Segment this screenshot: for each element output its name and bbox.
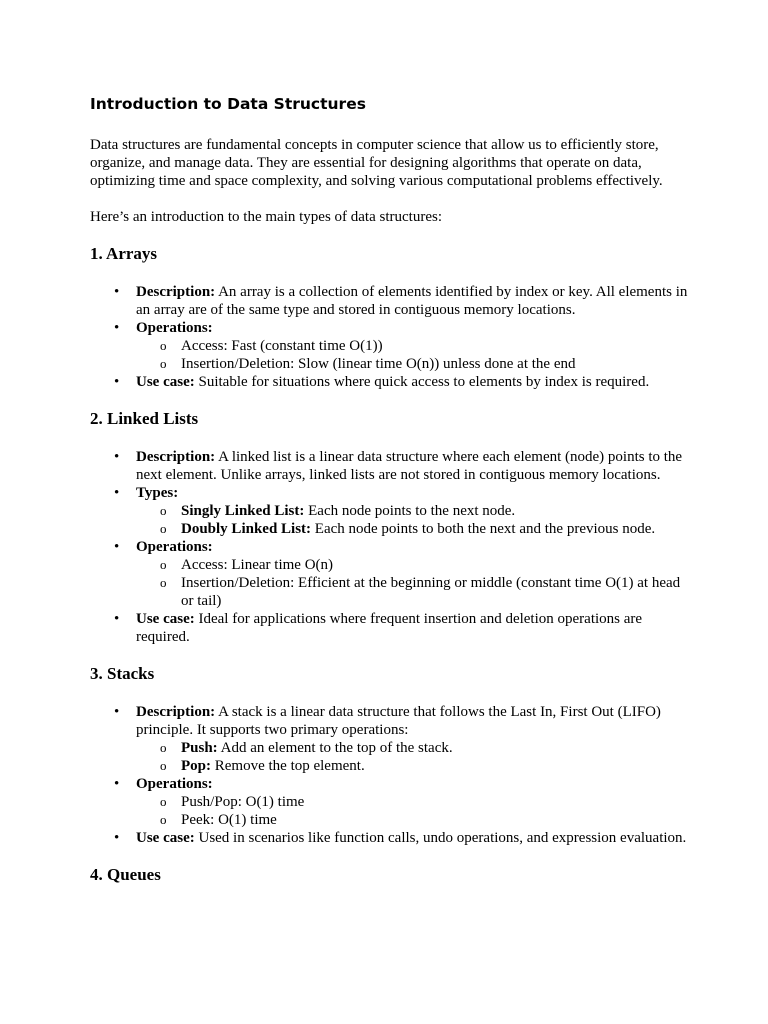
type-label: Doubly Linked List:	[181, 521, 312, 537]
description-text: A linked list is a linear data structure where each element (node) points to the next element. Unlike arrays, linked lists are not stored in contiguous memory locations.	[136, 449, 683, 483]
lead-paragraph: Here’s an introduction to the main types of data structures:	[90, 209, 442, 225]
list-item-operations	[90, 775, 690, 829]
op-label: Pop:	[181, 758, 211, 774]
op-label: Push:	[181, 740, 218, 756]
bullet-list	[90, 283, 690, 391]
bullet-list	[90, 703, 690, 847]
usecase-label: Use case:	[136, 611, 195, 627]
usecase-text: Used in scenarios like function calls, undo operations, and expression evaluation.	[194, 830, 687, 846]
list-item-description	[90, 703, 690, 775]
section-queues	[90, 865, 690, 885]
list-item-description	[90, 283, 690, 319]
sub-list-item	[136, 757, 690, 775]
description-label: Description:	[136, 449, 216, 465]
list-item-usecase	[90, 829, 690, 847]
sub-list-item: o Push/Pop: O(1) time	[136, 793, 690, 811]
page-title: Introduction to Data Structures	[90, 95, 366, 113]
description-text: An array is a collection of elements identified by index or key. All elements in an array are of the same type and stored in contiguous memory locations.	[136, 284, 688, 318]
sub-list	[136, 793, 690, 829]
section-heading: 3. Stacks	[90, 664, 155, 683]
section-linked-lists	[90, 409, 690, 646]
description-label: Description:	[136, 284, 216, 300]
usecase-label: Use case:	[136, 830, 195, 846]
type-text: Each node points to the next node.	[304, 503, 516, 519]
usecase-text: Ideal for applications where frequent insertion and deletion operations are required.	[136, 611, 643, 645]
operations-label: Operations:	[136, 320, 213, 336]
list-item-usecase	[90, 610, 690, 646]
list-item-operations	[90, 538, 690, 610]
sub-list-item: o Insertion/Deletion: Efficient at the beginning or middle (constant time O(1) at head or tail)	[136, 574, 690, 610]
op-text: Remove the top element.	[211, 758, 365, 774]
operations-label: Operations:	[136, 776, 213, 792]
types-label: Types:	[136, 485, 179, 501]
type-text: Each node points to both the next and the previous node.	[311, 521, 656, 537]
section-heading: 2. Linked Lists	[90, 409, 199, 428]
usecase-label: Use case:	[136, 374, 195, 390]
sub-list	[136, 739, 690, 775]
description-label: Description:	[136, 704, 216, 720]
intro-paragraph: Data structures are fundamental concepts in computer science that allow us to efficiently store, organize, and manage data. They are essential for designing algorithms that operate on data, optimizing time and space complexity, and solving various computational problems effectively.	[90, 137, 663, 189]
section-heading: 4. Queues	[90, 865, 161, 884]
sub-list-item: o Peek: O(1) time	[136, 811, 690, 829]
section-heading: 1. Arrays	[90, 244, 158, 263]
sub-list	[136, 502, 690, 538]
type-label: Singly Linked List:	[181, 503, 305, 519]
sub-list-item: o Insertion/Deletion: Slow (linear time O(n)) unless done at the end	[136, 355, 690, 373]
sub-list-item: o Access: Linear time O(n)	[136, 556, 690, 574]
sub-list-item: o Access: Fast (constant time O(1))	[136, 337, 690, 355]
list-item-operations	[90, 319, 690, 373]
list-item-usecase	[90, 373, 690, 391]
usecase-text: Suitable for situations where quick access to elements by index is required.	[194, 374, 650, 390]
section-stacks	[90, 664, 690, 847]
sub-list-item	[136, 502, 690, 520]
list-item-types	[90, 484, 690, 538]
sub-list-item	[136, 739, 690, 757]
sub-list	[136, 556, 690, 610]
sub-list	[136, 337, 690, 373]
op-text: Add an element to the top of the stack.	[217, 740, 453, 756]
sub-list-item	[136, 520, 690, 538]
section-arrays	[90, 244, 690, 391]
bullet-list	[90, 448, 690, 646]
document-body	[90, 94, 690, 904]
description-text: A stack is a linear data structure that follows the Last In, First Out (LIFO) principle. It supports two primary operations:	[136, 704, 661, 738]
operations-label: Operations:	[136, 539, 213, 555]
list-item-description	[90, 448, 690, 484]
